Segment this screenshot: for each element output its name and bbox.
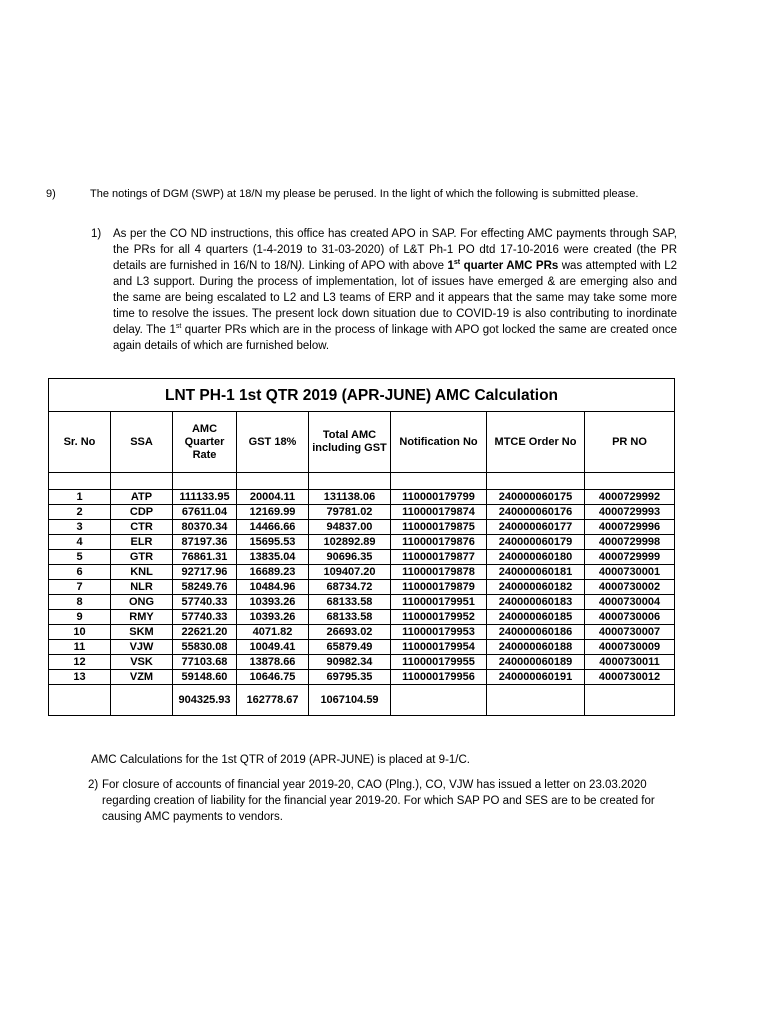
table-row xyxy=(49,610,675,625)
blank-cell xyxy=(391,473,487,490)
cell-ssa: ATP xyxy=(111,490,173,505)
cell-mtce: 240000060176 xyxy=(487,505,585,520)
total-amount: 1067104.59 xyxy=(309,685,391,716)
table-title: LNT PH-1 1st QTR 2019 (APR-JUNE) AMC Calculation xyxy=(49,379,675,412)
bold-rest: quarter AMC PRs xyxy=(460,260,559,272)
cell-mtce: 240000060180 xyxy=(487,550,585,565)
cell-pr: 4000730001 xyxy=(585,565,675,580)
paragraph-1-part3: was attempted with L2 and L3 support. During the process of implementation, lot of issues have emerged & are emerging also and the same are being escalated to L2 and L3 teams of ERP and it appears that the same may take some more time to resolve the issues. The present lock down situation due to COVID-19 is also contributing to inordinate delay. The xyxy=(113,260,678,336)
cell-gst: 10393.26 xyxy=(237,610,309,625)
blank-cell xyxy=(49,473,111,490)
cell-mtce: 240000060179 xyxy=(487,535,585,550)
cell-gst: 14466.66 xyxy=(237,520,309,535)
cell-total: 131138.06 xyxy=(309,490,391,505)
cell-ssa: ONG xyxy=(111,595,173,610)
cell-notification: 110000179874 xyxy=(391,505,487,520)
paragraph-9-text: The notings of DGM (SWP) at 18/N my please be perused. In the light of which the following is submitted please. xyxy=(90,188,639,200)
cell-ssa: RMY xyxy=(111,610,173,625)
header-ssa: SSA xyxy=(111,412,173,473)
cell-amc: 67611.04 xyxy=(173,505,237,520)
amc-calculation-note: AMC Calculations for the 1st QTR of 2019 (APR-JUNE) is placed at 9-1/C. xyxy=(91,754,471,766)
cell-gst: 10484.96 xyxy=(237,580,309,595)
table-row-blank xyxy=(49,473,675,490)
cell-pr: 4000729999 xyxy=(585,550,675,565)
cell-amc: 22621.20 xyxy=(173,625,237,640)
cell-total: 68133.58 xyxy=(309,595,391,610)
cell-gst: 16689.23 xyxy=(237,565,309,580)
cell-sr: 6 xyxy=(49,565,111,580)
cell-ssa: VZM xyxy=(111,670,173,685)
cell-mtce: 240000060182 xyxy=(487,580,585,595)
cell-sr: 11 xyxy=(49,640,111,655)
cell-gst: 15695.53 xyxy=(237,535,309,550)
cell-mtce: 240000060188 xyxy=(487,640,585,655)
paragraph-1-part4: quarter PRs which are in the process of linkage with APO got locked the same are created once again details of which are furnished below. xyxy=(113,324,677,352)
cell-mtce: 240000060186 xyxy=(487,625,585,640)
paragraph-1-part2: Linking of APO with above xyxy=(305,260,448,272)
cell-total: 102892.89 xyxy=(309,535,391,550)
cell-sr: 9 xyxy=(49,610,111,625)
paragraph-1-part1: As per the CO ND instructions, this office has created APO in SAP. For effecting AMC payments through SAP, the PRs for all 4 quarters (1-4-2019 to 31-03-2020) of L&T Ph-1 PO dtd 17-10-2016 were created (the PR details are furnished in 16/N to 18/N xyxy=(113,228,677,272)
cell-ssa: SKM xyxy=(111,625,173,640)
cell-pr: 4000729998 xyxy=(585,535,675,550)
cell-amc: 76861.31 xyxy=(173,550,237,565)
table-row xyxy=(49,490,675,505)
paragraph-1-part1-close: ). xyxy=(298,260,306,272)
bold-num: 1 xyxy=(447,260,454,272)
cell-pr: 4000729993 xyxy=(585,505,675,520)
cell-sr: 5 xyxy=(49,550,111,565)
cell-sr: 10 xyxy=(49,625,111,640)
table-row xyxy=(49,670,675,685)
header-gst: GST 18% xyxy=(237,412,309,473)
table-row xyxy=(49,580,675,595)
cell-amc: 87197.36 xyxy=(173,535,237,550)
table-row xyxy=(49,595,675,610)
cell-amc-value: 111133.95 xyxy=(179,490,230,503)
paragraph-9-number: 9) xyxy=(46,188,56,200)
cell-mtce: 240000060189 xyxy=(487,655,585,670)
table-row xyxy=(49,535,675,550)
total-amc-value: 904325.93 xyxy=(178,693,231,706)
cell-gst: 20004.11 xyxy=(237,490,309,505)
total-gst xyxy=(237,685,309,716)
cell-amc xyxy=(173,490,237,505)
cell-total: 69795.35 xyxy=(309,670,391,685)
cell-sr: 3 xyxy=(49,520,111,535)
cell-total: 65879.49 xyxy=(309,640,391,655)
cell-total: 90982.34 xyxy=(309,655,391,670)
paragraph-2-number: 2) xyxy=(88,779,99,791)
cell-pr: 4000729992 xyxy=(585,490,675,505)
cell-gst: 4071.82 xyxy=(237,625,309,640)
total-blank-cell xyxy=(111,685,173,716)
cell-mtce: 240000060183 xyxy=(487,595,585,610)
total-blank-cell xyxy=(585,685,675,716)
cell-notification: 110000179954 xyxy=(391,640,487,655)
total-amc xyxy=(173,685,237,716)
cell-notification: 110000179955 xyxy=(391,655,487,670)
cell-notification: 110000179879 xyxy=(391,580,487,595)
cell-amc: 80370.34 xyxy=(173,520,237,535)
cell-mtce: 240000060185 xyxy=(487,610,585,625)
cell-ssa: VJW xyxy=(111,640,173,655)
cell-ssa: KNL xyxy=(111,565,173,580)
cell-amc: 92717.96 xyxy=(173,565,237,580)
cell-amc: 57740.33 xyxy=(173,610,237,625)
cell-sr: 8 xyxy=(49,595,111,610)
blank-cell xyxy=(237,473,309,490)
table-row xyxy=(49,520,675,535)
cell-sr: 12 xyxy=(49,655,111,670)
table-row xyxy=(49,640,675,655)
cell-pr: 4000730009 xyxy=(585,640,675,655)
cell-ssa: NLR xyxy=(111,580,173,595)
header-total-amc: Total AMC including GST xyxy=(309,412,391,473)
cell-gst: 13878.66 xyxy=(237,655,309,670)
cell-ssa: CTR xyxy=(111,520,173,535)
cell-sr: 7 xyxy=(49,580,111,595)
cell-sr: 13 xyxy=(49,670,111,685)
cell-mtce: 240000060177 xyxy=(487,520,585,535)
sup1: st xyxy=(175,323,182,331)
cell-amc: 58249.76 xyxy=(173,580,237,595)
total-blank-cell xyxy=(391,685,487,716)
total-blank-cell xyxy=(487,685,585,716)
cell-notification: 110000179877 xyxy=(391,550,487,565)
header-notification: Notification No xyxy=(391,412,487,473)
cell-notification: 110000179951 xyxy=(391,595,487,610)
cell-ssa: VSK xyxy=(111,655,173,670)
cell-gst: 10049.41 xyxy=(237,640,309,655)
header-mtce-order: MTCE Order No xyxy=(487,412,585,473)
total-gst-value: 162778.67 xyxy=(246,693,299,706)
cell-mtce: 240000060181 xyxy=(487,565,585,580)
cell-amc: 59148.60 xyxy=(173,670,237,685)
cell-gst: 13835.04 xyxy=(237,550,309,565)
bold-sup: st xyxy=(453,259,461,267)
total-blank-cell xyxy=(49,685,111,716)
blank-cell xyxy=(173,473,237,490)
table-row xyxy=(49,565,675,580)
cell-gst: 12169.99 xyxy=(237,505,309,520)
cell-total: 94837.00 xyxy=(309,520,391,535)
table-row xyxy=(49,655,675,670)
cell-gst: 10393.26 xyxy=(237,595,309,610)
cell-mtce: 240000060175 xyxy=(487,490,585,505)
cell-amc: 55830.08 xyxy=(173,640,237,655)
cell-pr: 4000730006 xyxy=(585,610,675,625)
cell-sr: 4 xyxy=(49,535,111,550)
cell-gst: 10646.75 xyxy=(237,670,309,685)
blank-cell xyxy=(111,473,173,490)
blank-cell xyxy=(487,473,585,490)
cell-amc: 77103.68 xyxy=(173,655,237,670)
cell-total: 68133.58 xyxy=(309,610,391,625)
cell-sr: 1 xyxy=(49,490,111,505)
table-total-row xyxy=(49,685,675,716)
cell-pr: 4000730002 xyxy=(585,580,675,595)
cell-pr: 4000730007 xyxy=(585,625,675,640)
cell-total: 79781.02 xyxy=(309,505,391,520)
cell-sr: 2 xyxy=(49,505,111,520)
cell-notification: 110000179952 xyxy=(391,610,487,625)
cell-total: 90696.35 xyxy=(309,550,391,565)
cell-total: 26693.02 xyxy=(309,625,391,640)
cell-notification: 110000179953 xyxy=(391,625,487,640)
cell-pr: 4000730011 xyxy=(585,655,675,670)
blank-cell xyxy=(309,473,391,490)
cell-pr: 4000730012 xyxy=(585,670,675,685)
cell-pr: 4000730004 xyxy=(585,595,675,610)
cell-notification: 110000179876 xyxy=(391,535,487,550)
table-row xyxy=(49,625,675,640)
cell-ssa: ELR xyxy=(111,535,173,550)
cell-amc: 57740.33 xyxy=(173,595,237,610)
cell-ssa: GTR xyxy=(111,550,173,565)
header-amc-rate: AMC Quarter Rate xyxy=(173,412,237,473)
cell-notification: 110000179875 xyxy=(391,520,487,535)
cell-total: 109407.20 xyxy=(309,565,391,580)
sup1-num: 1 xyxy=(169,324,176,336)
cell-ssa: CDP xyxy=(111,505,173,520)
header-pr-no: PR NO xyxy=(585,412,675,473)
paragraph-2-text: For closure of accounts of financial year 2019-20, CAO (Plng.), CO, VJW has issued a letter on 23.03.2020 regarding creation of liability for the financial year 2019-20. For which SAP PO and SES are to be created for causing AMC payments to vendors. xyxy=(102,779,655,823)
table-row xyxy=(49,505,675,520)
header-sr-no: Sr. No xyxy=(49,412,111,473)
cell-notification: 110000179878 xyxy=(391,565,487,580)
paragraph-1-text xyxy=(113,226,677,354)
amc-calculation-table xyxy=(48,378,675,716)
cell-total: 68734.72 xyxy=(309,580,391,595)
cell-notification: 110000179799 xyxy=(391,490,487,505)
table-row xyxy=(49,550,675,565)
cell-mtce: 240000060191 xyxy=(487,670,585,685)
cell-notification: 110000179956 xyxy=(391,670,487,685)
paragraph-1-number: 1) xyxy=(91,228,102,240)
cell-pr: 4000729996 xyxy=(585,520,675,535)
blank-cell xyxy=(585,473,675,490)
paragraph-1-bold-phrase xyxy=(447,260,558,272)
